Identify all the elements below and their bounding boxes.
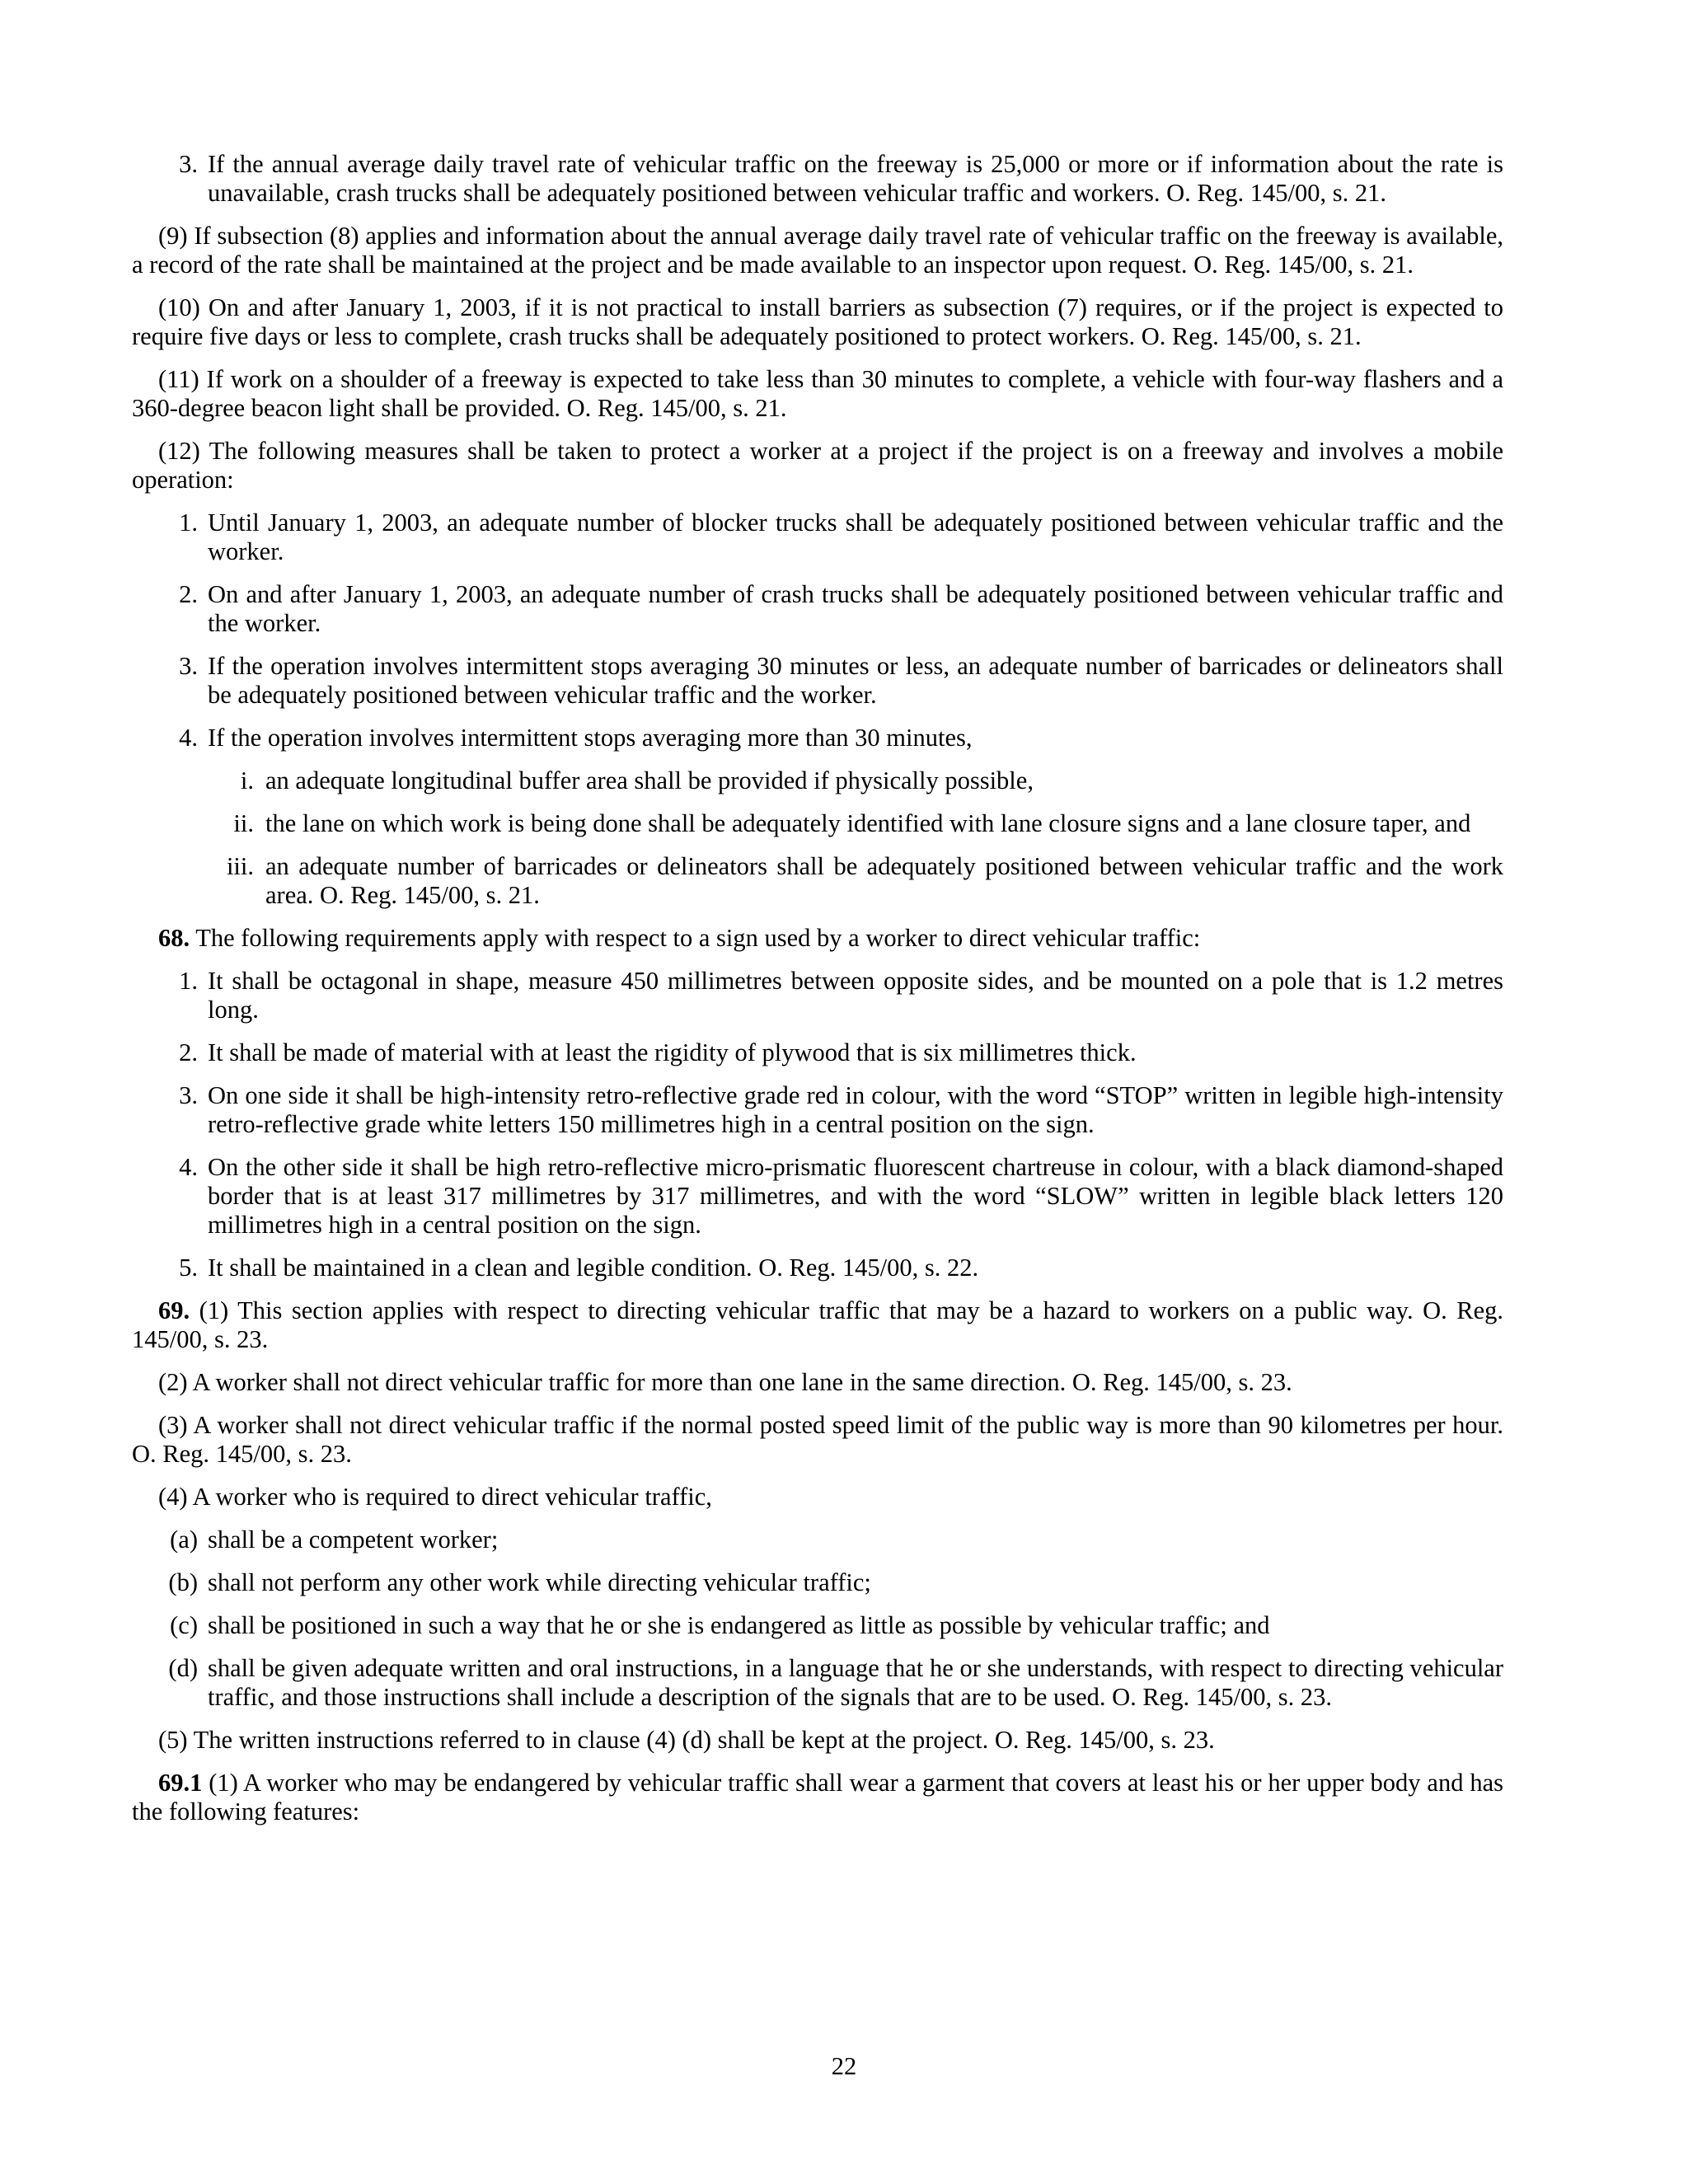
block-text: On and after January 1, 2003, an adequate number of crash trucks shall be adequately positioned between vehicular traffic and the worker.: [208, 580, 1503, 637]
block-text: shall be given adequate written and oral instructions, in a language that he or she understands, with respect to directing vehicular traffic, and those instructions shall include a description of the signals that are to be used. O. Reg. 145/00, s. 23.: [208, 1654, 1503, 1711]
block-text: On the other side it shall be high retro-reflective micro-prismatic fluorescent chartreuse in colour, with a black diamond-shaped border that is at least 317 millimetres by 317 millimetres, and with the word “SLOW” written in legible black letters 120 millimetres high in a central position on the sign.: [208, 1153, 1503, 1239]
list-item-label: 3.: [179, 150, 198, 178]
block-text: (1) This section applies with respect to directing vehicular traffic that may be a hazard to workers on a public way. O. Reg. 145/00, s. 23.: [132, 1296, 1503, 1353]
subsection-paragraph: [132, 293, 1503, 351]
list-item: [132, 1254, 1503, 1282]
regulation-text: [132, 150, 1503, 1840]
list-item: [132, 652, 1503, 710]
block-text: (3) A worker shall not direct vehicular traffic if the normal posted speed limit of the public way is more than 90 kilometres per hour. O. Reg. 145/00, s. 23.: [132, 1411, 1503, 1468]
block-text: (9) If subsection (8) applies and information about the annual average daily travel rate of vehicular traffic on the freeway is available, a record of the rate shall be maintained at the project and be made available to an inspector upon request. O. Reg. 145/00, s. 21.: [132, 222, 1503, 279]
section-paragraph: [132, 1296, 1503, 1354]
list-item: [132, 1568, 1503, 1597]
list-item: [132, 580, 1503, 638]
list-item-label: 2.: [179, 580, 198, 608]
list-item-label: 4.: [179, 1153, 198, 1181]
list-item-label: 3.: [179, 652, 198, 680]
subsection-paragraph: [132, 1726, 1503, 1755]
list-item: [132, 150, 1503, 208]
block-text: It shall be made of material with at least the rigidity of plywood that is six millimetres thick.: [208, 1038, 1137, 1066]
list-item-label: i.: [240, 766, 254, 794]
section-paragraph: [132, 1769, 1503, 1826]
sub-list-item: [132, 766, 1503, 795]
list-item-label: (b): [168, 1568, 198, 1596]
list-item-label: ii.: [233, 809, 254, 837]
block-text: The following requirements apply with respect to a sign used by a worker to direct vehicular traffic:: [195, 924, 1201, 952]
list-item-label: iii.: [226, 852, 254, 880]
block-text: If the operation involves intermittent stops averaging more than 30 minutes,: [208, 724, 973, 752]
subsection-paragraph: [132, 1411, 1503, 1469]
sub-list-item: [132, 852, 1503, 910]
block-text: shall be a competent worker;: [208, 1526, 499, 1554]
subsection-paragraph: [132, 437, 1503, 494]
block-text: (2) A worker shall not direct vehicular traffic for more than one lane in the same direction. O. Reg. 145/00, s. 23.: [158, 1368, 1292, 1396]
block-text: Until January 1, 2003, an adequate number of blocker trucks shall be adequately positioned between vehicular traffic and the worker.: [208, 509, 1503, 565]
block-text: It shall be maintained in a clean and legible condition. O. Reg. 145/00, s. 22.: [208, 1254, 979, 1282]
subsection-paragraph: [132, 222, 1503, 279]
block-text: an adequate number of barricades or delineators shall be adequately positioned between vehicular traffic and the work area. O. Reg. 145/00, s. 21.: [265, 852, 1503, 909]
list-item-label: 2.: [179, 1038, 198, 1066]
block-text: If the operation involves intermittent stops averaging 30 minutes or less, an adequate number of barricades or delineators shall be adequately positioned between vehicular traffic and the worker.: [208, 652, 1503, 709]
page-number: 22: [831, 2052, 857, 2080]
list-item: [132, 1654, 1503, 1712]
list-item: [132, 1611, 1503, 1640]
list-item-label: (a): [170, 1526, 198, 1554]
block-text: shall not perform any other work while directing vehicular traffic;: [208, 1568, 871, 1596]
section-number: 69.: [158, 1296, 190, 1324]
list-item: [132, 509, 1503, 566]
block-text: (11) If work on a shoulder of a freeway is expected to take less than 30 minutes to complete, a vehicle with four-way flashers and a 360-degree beacon light shall be provided. O. Reg. 145/00, s. 21.: [132, 365, 1503, 422]
subsection-paragraph: [132, 365, 1503, 423]
block-text: If the annual average daily travel rate of vehicular traffic on the freeway is 25,000 or more or if information about the rate is unavailable, crash trucks shall be adequately positioned between vehicular traffic and workers. O. Reg. 145/00, s. 21.: [208, 150, 1503, 207]
block-text: shall be positioned in such a way that he or she is endangered as little as possible by vehicular traffic; and: [208, 1611, 1270, 1639]
block-text: On one side it shall be high-intensity retro-reflective grade red in colour, with the word “STOP” written in legible high-intensity retro-reflective grade white letters 150 millimetres high in a central position on the sign.: [208, 1081, 1503, 1138]
list-item-label: 4.: [179, 724, 198, 752]
list-item-label: 1.: [179, 509, 198, 537]
sub-list-item: [132, 809, 1503, 838]
subsection-paragraph: [132, 1483, 1503, 1511]
block-text: an adequate longitudinal buffer area shall be provided if physically possible,: [265, 766, 1034, 794]
block-text: (12) The following measures shall be taken to protect a worker at a project if the project is on a freeway and involves a mobile operation:: [132, 437, 1503, 494]
block-text: It shall be octagonal in shape, measure 450 millimetres between opposite sides, and be mounted on a pole that is 1.2 metres long.: [208, 967, 1503, 1024]
block-text: (1) A worker who may be endangered by vehicular traffic shall wear a garment that covers at least his or her upper body and has the following features:: [132, 1769, 1504, 1825]
list-item-label: 1.: [179, 967, 198, 995]
list-item-label: 3.: [179, 1081, 198, 1109]
section-number: 69.1: [158, 1769, 203, 1797]
block-text: (10) On and after January 1, 2003, if it is not practical to install barriers as subsection (7) requires, or if the project is expected to require five days or less to complete, crash trucks shall be adequately positioned to protect workers. O. Reg. 145/00, s. 21.: [132, 293, 1503, 350]
section-paragraph: [132, 924, 1503, 953]
list-item-label: 5.: [179, 1254, 198, 1282]
subsection-paragraph: [132, 1368, 1503, 1397]
list-item: [132, 1038, 1503, 1067]
list-item: [132, 1081, 1503, 1139]
list-item: [132, 724, 1503, 752]
section-number: 68.: [158, 924, 190, 952]
block-text: the lane on which work is being done shall be adequately identified with lane closure signs and a lane closure taper, and: [265, 809, 1471, 837]
list-item: [132, 1153, 1503, 1240]
block-text: (5) The written instructions referred to in clause (4) (d) shall be kept at the project. O. Reg. 145/00, s. 23.: [158, 1726, 1215, 1754]
list-item: [132, 1526, 1503, 1554]
block-text: (4) A worker who is required to direct vehicular traffic,: [158, 1483, 712, 1511]
list-item: [132, 967, 1503, 1024]
list-item-label: (d): [168, 1654, 198, 1682]
list-item-label: (c): [170, 1611, 198, 1639]
